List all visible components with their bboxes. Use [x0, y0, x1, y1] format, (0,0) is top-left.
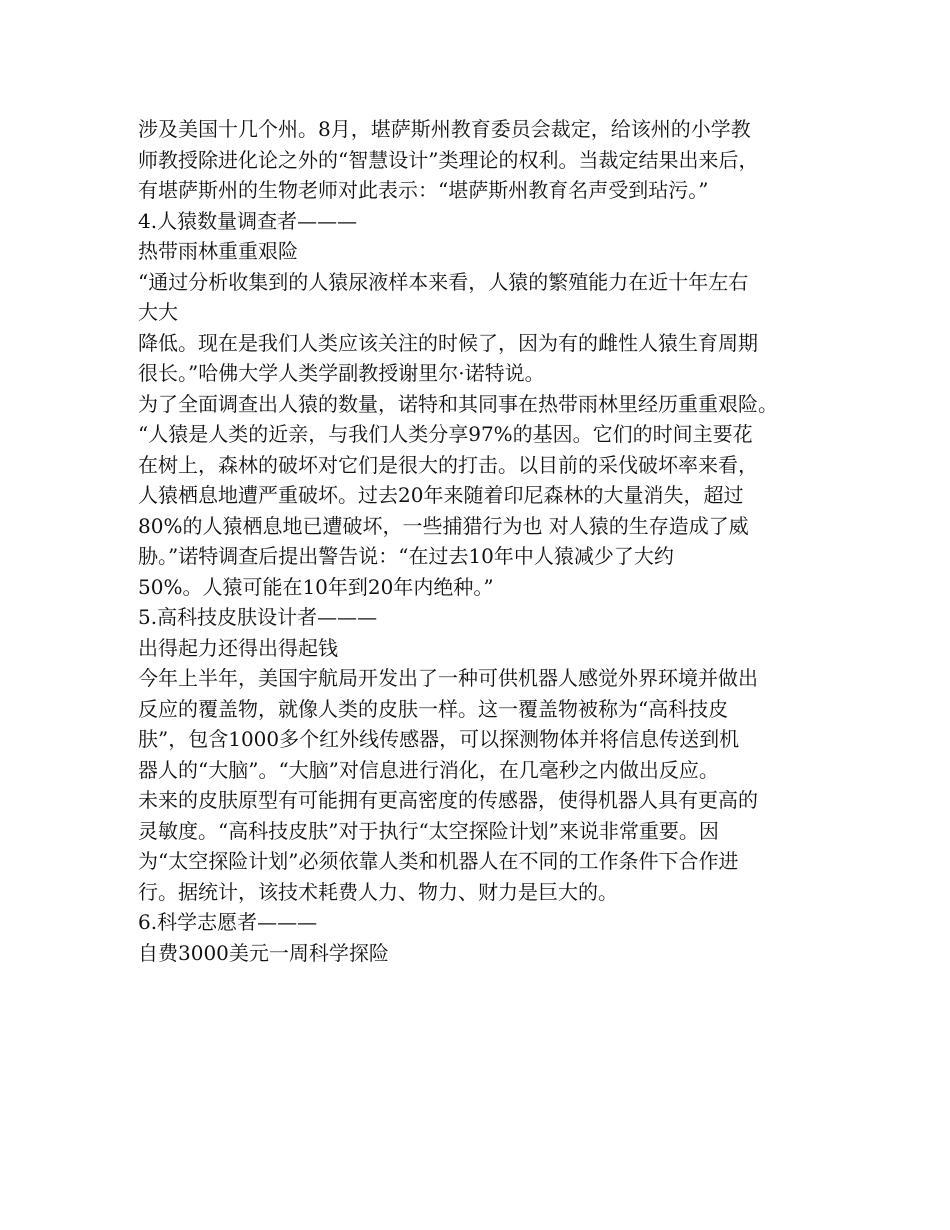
paragraph-line: 涉及美国十几个州。8月，堪萨斯州教育委员会裁定，给该州的小学教 — [138, 117, 751, 141]
paragraph-line: 灵敏度。“高科技皮肤”对于执行“太空探险计划”来说非常重要。因 — [138, 818, 719, 843]
paragraph-line: 今年上半年，美国宇航局开发出了一种可供机器人感觉外界环境并做出 — [138, 666, 758, 690]
paragraph-line: 80%的人猿栖息地已遭破坏，一些捕猎行为也 对人猿的生存造成了威 — [138, 513, 749, 538]
paragraph-line: 为“太空探险计划”必须依靠人类和机器人在不同的工作条件下合作进 — [138, 849, 739, 873]
document-page — [138, 114, 838, 968]
paragraph-line: 肤”，包含1000多个红外线传感器，可以探测物体并将信息传送到机 — [138, 727, 740, 751]
paragraph-line: 师教授除进化论之外的“智慧设计”类理论的权利。当裁定结果出来后， — [138, 147, 759, 172]
paragraph-line: 未来的皮肤原型有可能拥有更高密度的传感器，使得机器人具有更高的 — [138, 788, 758, 812]
paragraph-line: 为了全面调查出人猿的数量，诺特和其同事在热带雨林里经历重重艰险。 — [138, 391, 778, 416]
paragraph-line: 大大 — [138, 300, 178, 324]
paragraph-line: 很长。”哈佛大学人类学副教授谢里尔·诺特说。 — [138, 361, 545, 385]
paragraph-line: 有堪萨斯州的生物老师对此表示：“堪萨斯州教育名声受到玷污。” — [138, 178, 709, 202]
paragraph-line: 胁。”诺特调查后提出警告说：“在过去10年中人猿减少了大约 — [138, 544, 674, 568]
section-subheading: 热带雨林重重艰险 — [138, 239, 298, 263]
paragraph-line: 50%。人猿可能在10年到20年内绝种。” — [138, 574, 494, 599]
section-subheading: 出得起力还得出得起钱 — [138, 635, 338, 660]
paragraph-line: “人猿是人类的近亲，与我们人类分享97%的基因。它们的时间主要花 — [138, 422, 753, 446]
paragraph-line: “通过分析收集到的人猿尿液样本来看，人猿的繁殖能力在近十年左右 — [138, 269, 749, 294]
section-heading: 4.人猿数量调查者——— — [138, 208, 358, 233]
paragraph-line: 反应的覆盖物，就像人类的皮肤一样。这一覆盖物被称为“高科技皮 — [138, 696, 729, 721]
section-subheading: 自费3000美元一周科学探险 — [138, 940, 389, 965]
paragraph-line: 人猿栖息地遭严重破坏。过去20年来随着印尼森林的大量消失，超过 — [138, 483, 744, 507]
paragraph-line: 在树上，森林的破坏对它们是很大的打击。以目前的采伐破坏率来看， — [138, 452, 758, 477]
section-heading: 6.科学志愿者——— — [138, 910, 318, 934]
paragraph-line: 行。据统计，该技术耗费人力、物力、财力是巨大的。 — [138, 879, 618, 904]
section-heading: 5.高科技皮肤设计者——— — [138, 605, 378, 629]
paragraph-line: 器人的“大脑”。“大脑”对信息进行消化，在几毫秒之内做出反应。 — [138, 757, 719, 782]
paragraph-line: 降低。现在是我们人类应该关注的时候了，因为有的雌性人猿生育周期 — [138, 330, 758, 355]
